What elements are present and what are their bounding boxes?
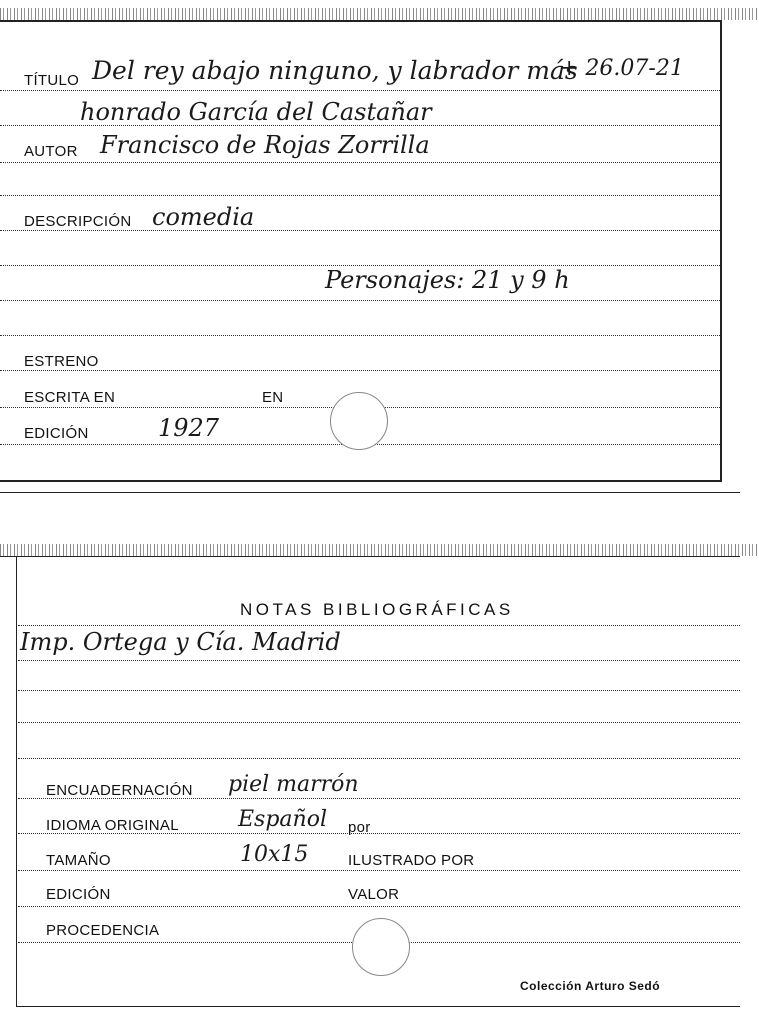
encuadernacion-label: ENCUADERNACIÓN: [46, 782, 193, 799]
procedencia-label: PROCEDENCIA: [46, 922, 160, 939]
card-frame-left: [16, 556, 17, 1006]
notas-heading: NOTAS BIBLIOGRÁFICAS: [240, 600, 514, 619]
ruled-line: [18, 906, 740, 907]
ruled-line: [18, 870, 740, 871]
edicion-handwritten: 1927: [158, 414, 220, 442]
catalog-card-bottom: [0, 530, 759, 1028]
catalog-card-top: [0, 0, 759, 495]
ruled-line: [18, 690, 740, 691]
escrita-en-label: ESCRITA EN: [24, 389, 116, 406]
personajes-handwritten: Personajes: 21 y 9 h: [325, 266, 570, 294]
titulo-label: TÍTULO: [24, 72, 80, 89]
valor-label: VALOR: [348, 886, 400, 903]
punch-hole: [352, 918, 410, 976]
titulo-handwritten-line1: Del rey abajo ninguno, y labrador más: [92, 56, 578, 85]
tamano-label: TAMAÑO: [46, 852, 111, 869]
ruled-line: [18, 722, 740, 723]
descripcion-label: DESCRIPCIÓN: [24, 213, 132, 230]
catalog-number: + 26.07-21: [560, 56, 684, 81]
encuadernacion-handwritten: piel marrón: [228, 772, 359, 797]
card-frame-top: [0, 556, 740, 557]
ruled-line: [0, 335, 720, 336]
ruled-line: [18, 660, 740, 661]
card-frame-bottom: [16, 1006, 740, 1007]
top-edge-noise: [0, 8, 759, 20]
idioma-label: IDIOMA ORIGINAL: [46, 817, 179, 834]
titulo-handwritten-line2: honrado García del Castañar: [80, 98, 432, 126]
edicion-label: EDICIÓN: [24, 425, 89, 442]
en-label: EN: [262, 389, 284, 406]
estreno-label: ESTRENO: [24, 353, 99, 370]
collection-credit: Colección Arturo Sedó: [520, 979, 661, 993]
ruled-line: [18, 625, 740, 626]
ruled-line: [0, 162, 720, 163]
autor-handwritten: Francisco de Rojas Zorrilla: [100, 131, 430, 159]
ruled-line: [0, 90, 720, 91]
ruled-line: [18, 758, 740, 759]
card-frame-right: [720, 20, 722, 482]
por-label: por: [348, 819, 371, 836]
ilustrado-label: ILUSTRADO POR: [348, 852, 475, 869]
top-edge-noise: [0, 544, 759, 556]
descripcion-handwritten: comedia: [152, 203, 255, 231]
ruled-line: [0, 300, 720, 301]
card-frame-bottom: [0, 480, 722, 482]
ruled-line: [0, 195, 720, 196]
ruled-line: [0, 230, 720, 231]
ruled-line: [0, 370, 720, 371]
edicion-label: EDICIÓN: [46, 886, 111, 903]
tamano-handwritten: 10x15: [240, 842, 309, 867]
notas-handwritten: Imp. Ortega y Cía. Madrid: [20, 628, 341, 656]
autor-label: AUTOR: [24, 143, 78, 160]
idioma-handwritten: Español: [238, 807, 327, 832]
punch-hole: [330, 392, 388, 450]
card-cut-line: [0, 492, 740, 493]
card-frame-top: [0, 20, 722, 22]
